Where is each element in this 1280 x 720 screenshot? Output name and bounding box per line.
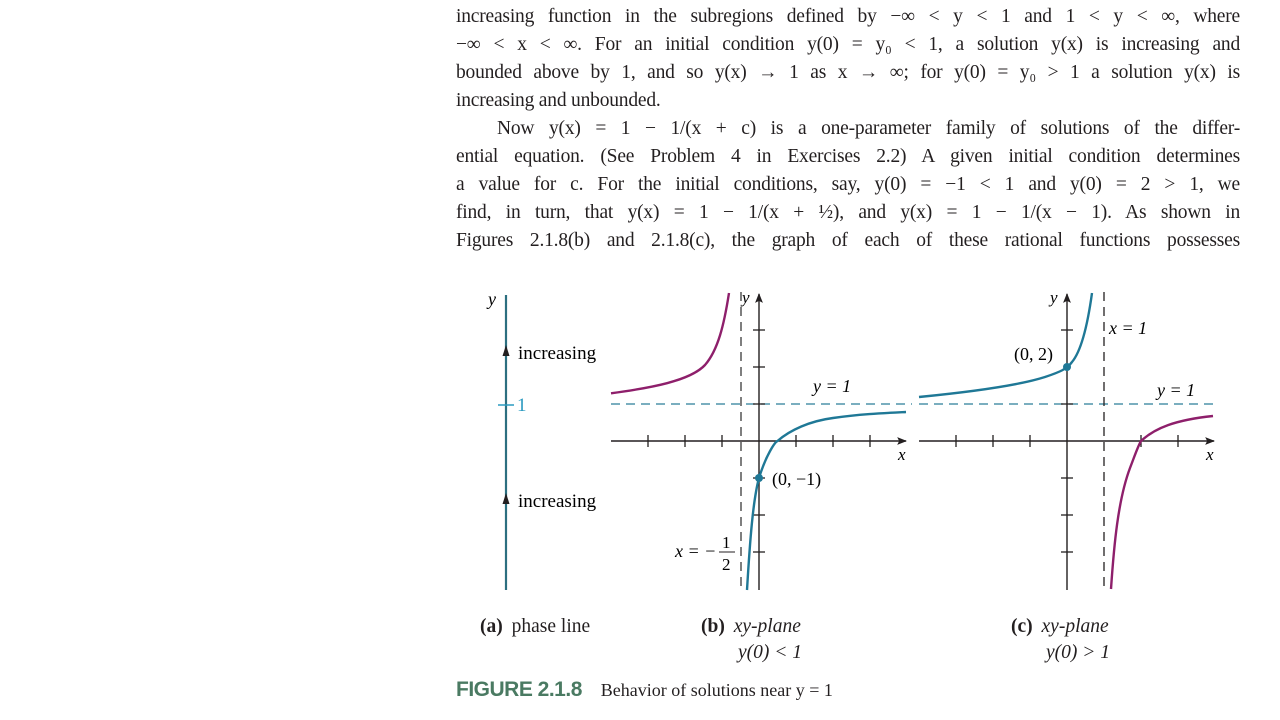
text-line: ential equation. (See Problem 4 in Exercises 2.2) A given initial condition determines — [456, 146, 1240, 167]
caption-c — [1011, 614, 1110, 666]
arrow-up-icon — [503, 345, 510, 356]
caption-title: xy-plane — [1041, 616, 1109, 637]
initial-point-marker — [755, 474, 763, 482]
figure-description: Behavior of solutions near y = 1 — [600, 680, 833, 700]
caption-tag: (a) — [480, 616, 503, 637]
text-line: bounded above by 1, and so y(x) → 1 as x → ∞; for y(0) = y₀ > 1 a solution y(x) is — [456, 62, 1240, 83]
asymptote-v-denominator: 2 — [722, 555, 731, 574]
caption-title: phase line — [511, 616, 591, 637]
caption-title: xy-plane — [733, 616, 801, 637]
text-line: increasing and unbounded. — [456, 90, 661, 111]
caption-subtitle: y(0) < 1 — [738, 642, 803, 663]
solution-curve-right-branch — [747, 412, 906, 590]
critical-point-label: 1 — [517, 395, 527, 416]
point-label-c: (0, 2) — [1014, 344, 1053, 364]
y-axis-label-b: y — [742, 288, 750, 307]
caption-a — [480, 614, 590, 640]
caption-tag: (c) — [1011, 616, 1033, 637]
arrow-up-icon — [503, 493, 510, 504]
phase-lower-label: increasing — [518, 491, 597, 512]
text-line: increasing function in the subregions defined by −∞ < y < 1 and 1 < y < ∞, where — [456, 6, 1240, 27]
asymptote-h-label-c: y = 1 — [1157, 380, 1196, 400]
graph-c — [919, 288, 1215, 590]
caption-b — [701, 614, 802, 666]
asymptote-v-label-b: x = − — [675, 541, 717, 561]
text-line: Now y(x) = 1 − 1/(x + c) is a one-parameter family of solutions of the differ- — [497, 118, 1240, 139]
figure-label: FIGURE 2.1.8 — [456, 678, 582, 701]
caption-tag: (b) — [701, 616, 725, 637]
text-line: Figures 2.1.8(b) and 2.1.8(c), the graph of each of these rational functions possesses — [456, 230, 1240, 251]
solution-curve-right-branch — [1111, 416, 1213, 589]
x-axis-label-b: x — [898, 445, 906, 464]
phase-upper-label: increasing — [518, 343, 597, 364]
x-axis-label-c: x — [1206, 445, 1214, 464]
caption-subtitle: y(0) > 1 — [1046, 642, 1111, 663]
phase-line-panel — [486, 289, 597, 590]
text-line: a value for c. For the initial conditions, say, y(0) = −1 < 1 and y(0) = 2 > 1, we — [456, 174, 1240, 195]
initial-point-marker — [1063, 363, 1071, 371]
solution-curve-left-branch — [611, 293, 729, 393]
solution-curve-left-branch — [919, 293, 1092, 397]
graph-b — [611, 288, 912, 590]
phase-line-y-label: y — [488, 289, 496, 309]
asymptote-v-numerator: 1 — [722, 533, 731, 552]
figure-caption — [456, 678, 833, 702]
y-axis-label-c: y — [1050, 288, 1058, 307]
asymptote-v-label-c: x = 1 — [1109, 318, 1148, 338]
point-label-b: (0, −1) — [772, 469, 822, 489]
asymptote-h-label-b: y = 1 — [813, 376, 852, 396]
text-line: −∞ < x < ∞. For an initial condition y(0) = y₀ < 1, a solution y(x) is increasing and — [456, 34, 1240, 55]
text-line: find, in turn, that y(x) = 1 − 1/(x + ½), and y(x) = 1 − 1/(x − 1). As shown in — [456, 202, 1240, 223]
